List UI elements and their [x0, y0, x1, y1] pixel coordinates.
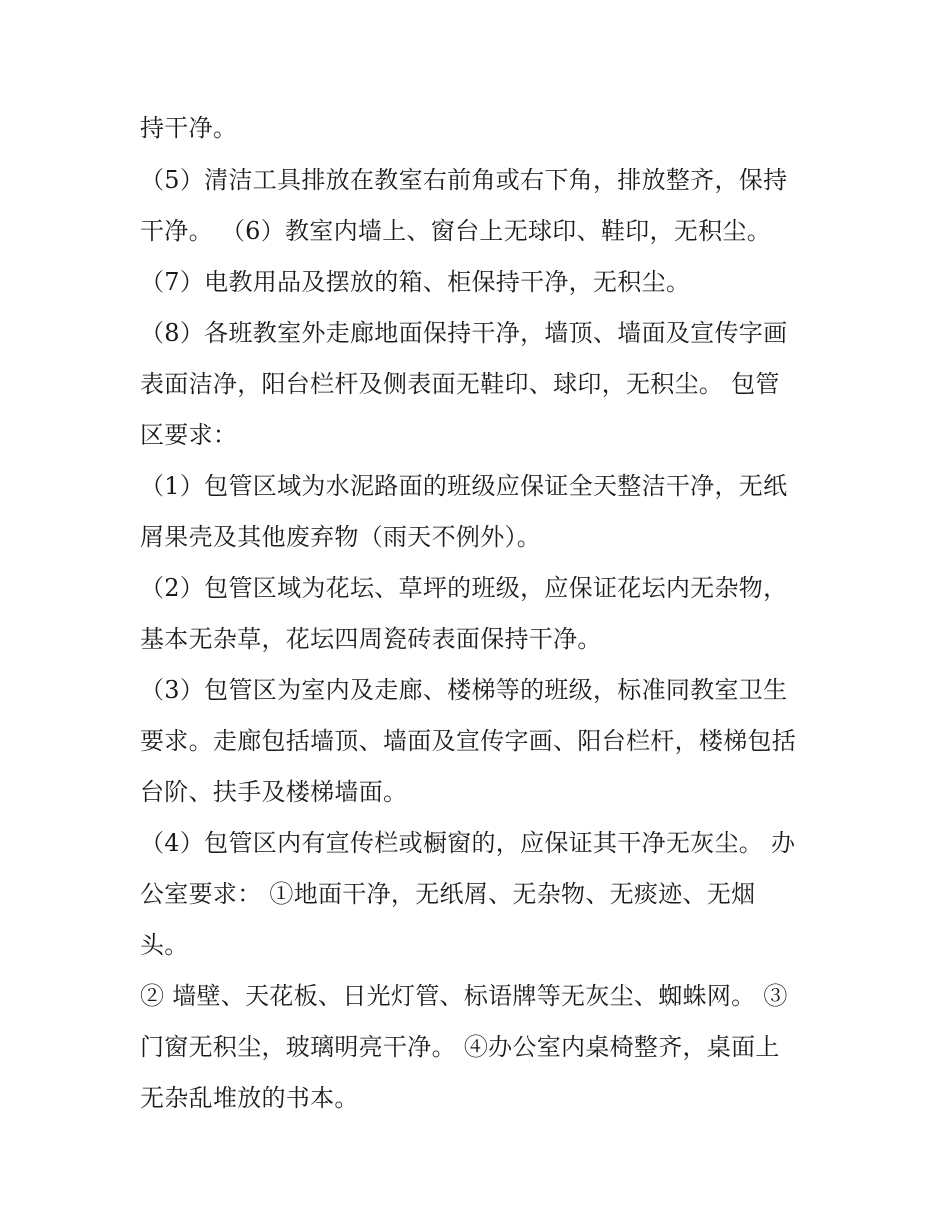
text-line: （7）电教用品及摆放的箱、柜保持干净，无积尘。 — [140, 268, 691, 296]
text-line: 台阶、扶手及楼梯墙面。 — [140, 778, 408, 806]
text-line: （8）各班教室外走廊地面保持干净，墙顶、墙面及宣传字画 — [140, 319, 788, 347]
text-line: 基本无杂草，花坛四周瓷砖表面保持干净。 — [140, 625, 602, 653]
text-line: 头。 — [140, 931, 189, 959]
text-line: （4）包管区内有宣传栏或橱窗的，应保证其干净无灰尘。 办 — [140, 829, 796, 857]
text-line: 持干净。 — [140, 114, 238, 142]
text-line: ② 墙壁、天花板、日光灯管、标语牌等无灰尘、蜘蛛网。 ③ — [140, 982, 788, 1010]
text-line: 要求。走廊包括墙顶、墙面及宣传字画、阳台栏杆，楼梯包括 — [140, 727, 797, 755]
text-line: （3）包管区为室内及走廊、楼梯等的班级，标准同教室卫生 — [140, 676, 788, 704]
text-line: 无杂乱堆放的书本。 — [140, 1084, 359, 1112]
text-line: 表面洁净，阳台栏杆及侧表面无鞋印、球印，无积尘。 包管 — [140, 370, 780, 398]
text-line: 干净。 （6）教室内墙上、窗台上无球印、鞋印，无积尘。 — [140, 217, 771, 245]
text-line: （5）清洁工具排放在教室右前角或右下角，排放整齐，保持 — [140, 166, 788, 194]
text-line: （1）包管区域为水泥路面的班级应保证全天整洁干净，无纸 — [140, 472, 788, 500]
text-line: 区要求： — [140, 421, 238, 449]
text-line: （2）包管区域为花坛、草坪的班级，应保证花坛内无杂物， — [140, 574, 788, 602]
text-line: 门窗无积尘，玻璃明亮干净。 ④办公室内桌椅整齐，桌面上 — [140, 1033, 780, 1061]
text-line: 公室要求： ①地面干净，无纸屑、无杂物、无痰迹、无烟 — [140, 880, 756, 908]
text-line: 屑果壳及其他废弃物（雨天不例外）。 — [140, 523, 542, 551]
